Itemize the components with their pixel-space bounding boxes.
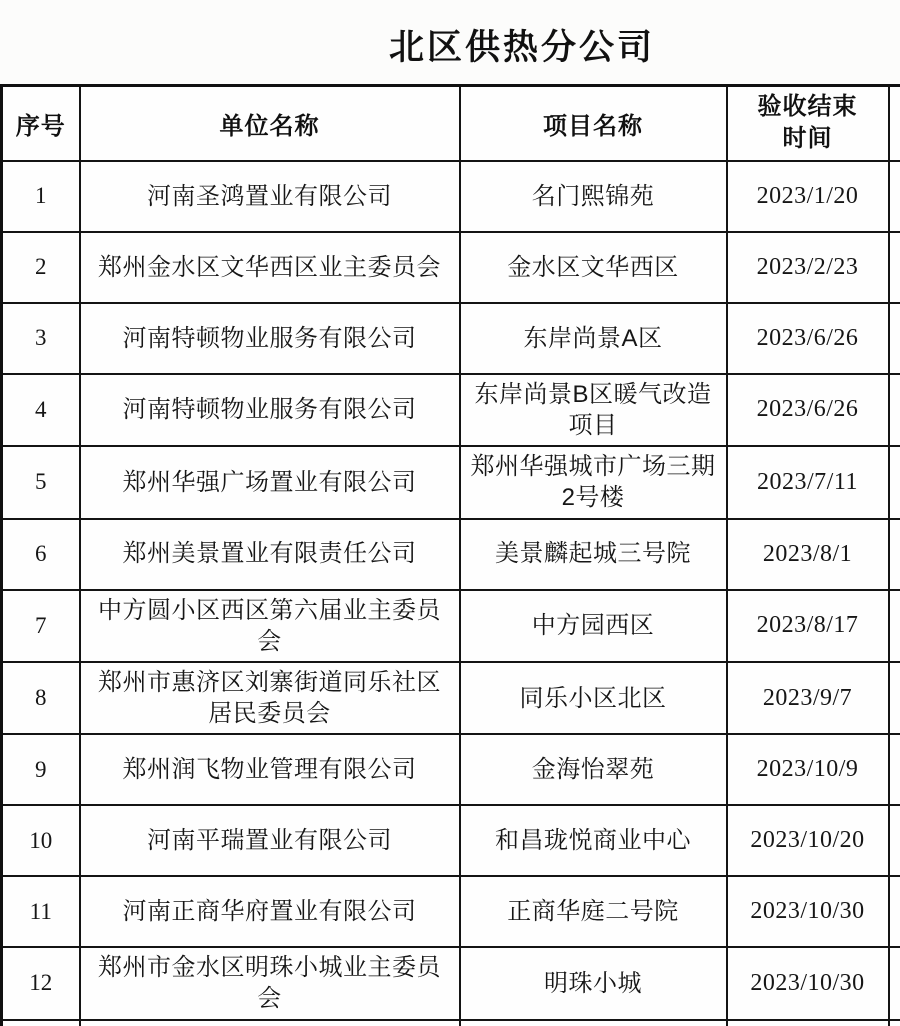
cell-end-date: 2023/10/30: [727, 876, 889, 947]
cell-extra: [889, 876, 900, 947]
cell-end-date: 2023/8/17: [727, 590, 889, 662]
cell-project: 东岸尚景A区: [460, 303, 727, 374]
table-row: [2, 161, 900, 232]
cell-end-date: 2023/10/30: [727, 947, 889, 1019]
cell-project: 金海怡翠苑: [460, 734, 727, 805]
table-row: [2, 590, 900, 662]
cell-extra: [889, 232, 900, 303]
cell-extra: [889, 446, 900, 518]
cell-unit: 郑州金水区文华西区业主委员会: [80, 232, 460, 303]
cell-unit: 中方圆小区西区第六届业主委员会: [80, 590, 460, 662]
cell-extra: [889, 590, 900, 662]
cell-unit: 河南特顿物业服务有限公司: [80, 374, 460, 446]
col-header-extra: [889, 86, 900, 161]
page-title: 北区供热分公司: [388, 28, 655, 67]
cell-extra: [889, 805, 900, 876]
cell-project: 郑州华强城市广场三期2号楼: [460, 446, 727, 518]
cell-project: 美景麟起城三号院: [460, 519, 727, 590]
col-header-project: 项目名称: [460, 86, 727, 161]
cell-project: 名门熙锦苑: [460, 161, 727, 232]
cell-project: 同乐小区北区: [460, 662, 727, 734]
cell-index: 2: [2, 232, 80, 303]
cell-project: [460, 1020, 727, 1026]
col-header-end-date-label: 验收结束时间: [757, 93, 858, 153]
cell-unit: 郑州润飞物业管理有限公司: [80, 734, 460, 805]
acceptance-table: [0, 84, 900, 1026]
table-row: [2, 519, 900, 590]
cell-index: [2, 1020, 80, 1026]
cell-index: 6: [2, 519, 80, 590]
col-header-end-date: [727, 86, 889, 161]
cell-unit: 河南圣鸿置业有限公司: [80, 161, 460, 232]
table-row: [2, 232, 900, 303]
cell-index: 8: [2, 662, 80, 734]
cell-index: 7: [2, 590, 80, 662]
cell-project: 东岸尚景B区暖气改造项目: [460, 374, 727, 446]
table-row: [2, 662, 900, 734]
cell-index: 5: [2, 446, 80, 518]
table-row: [2, 947, 900, 1019]
table-row: [2, 303, 900, 374]
cell-extra: [889, 1020, 900, 1026]
table-row-clipped: [2, 1020, 900, 1026]
cell-extra: [889, 303, 900, 374]
cell-index: 1: [2, 161, 80, 232]
cell-end-date: 2023/10/9: [727, 734, 889, 805]
col-header-unit: 单位名称: [80, 86, 460, 161]
cell-end-date: 2023/6/26: [727, 303, 889, 374]
cell-unit: 河南平瑞置业有限公司: [80, 805, 460, 876]
cell-project: 正商华庭二号院: [460, 876, 727, 947]
table-row: [2, 734, 900, 805]
cell-end-date: 2023/1/20: [727, 161, 889, 232]
cell-index: 12: [2, 947, 80, 1019]
cell-index: 11: [2, 876, 80, 947]
cell-end-date: 2023/9/7: [727, 662, 889, 734]
cell-unit: 郑州市惠济区刘寨街道同乐社区居民委员会: [80, 662, 460, 734]
table-row: [2, 805, 900, 876]
cell-unit: 郑州美景置业有限责任公司: [80, 519, 460, 590]
table-row: [2, 446, 900, 518]
cell-end-date: 2023/7/11: [727, 446, 889, 518]
cell-unit: 河南正商华府置业有限公司: [80, 876, 460, 947]
cell-unit: 郑州市金水区明珠小城业主委员会: [80, 947, 460, 1019]
cell-unit: 郑州华强广场置业有限公司: [80, 446, 460, 518]
cell-extra: [889, 161, 900, 232]
cell-end-date: 2023/10/20: [727, 805, 889, 876]
cell-index: 9: [2, 734, 80, 805]
cell-index: 4: [2, 374, 80, 446]
cell-extra: [889, 519, 900, 590]
cell-project: 明珠小城: [460, 947, 727, 1019]
cell-project: 和昌珑悦商业中心: [460, 805, 727, 876]
title-area: [0, 10, 900, 80]
cell-project: 金水区文华西区: [460, 232, 727, 303]
col-header-index: 序号: [2, 86, 80, 161]
cell-extra: [889, 734, 900, 805]
cell-project: 中方园西区: [460, 590, 727, 662]
cell-end-date: [727, 1020, 889, 1026]
cell-extra: [889, 662, 900, 734]
cell-unit: 河南特顿物业服务有限公司: [80, 303, 460, 374]
cell-index: 10: [2, 805, 80, 876]
cell-end-date: 2023/2/23: [727, 232, 889, 303]
cell-unit: [80, 1020, 460, 1026]
cell-index: 3: [2, 303, 80, 374]
cell-end-date: 2023/6/26: [727, 374, 889, 446]
header-row: [2, 86, 900, 161]
cell-extra: [889, 374, 900, 446]
table-row: [2, 876, 900, 947]
table-row: [2, 374, 900, 446]
cell-extra: [889, 947, 900, 1019]
cell-end-date: 2023/8/1: [727, 519, 889, 590]
